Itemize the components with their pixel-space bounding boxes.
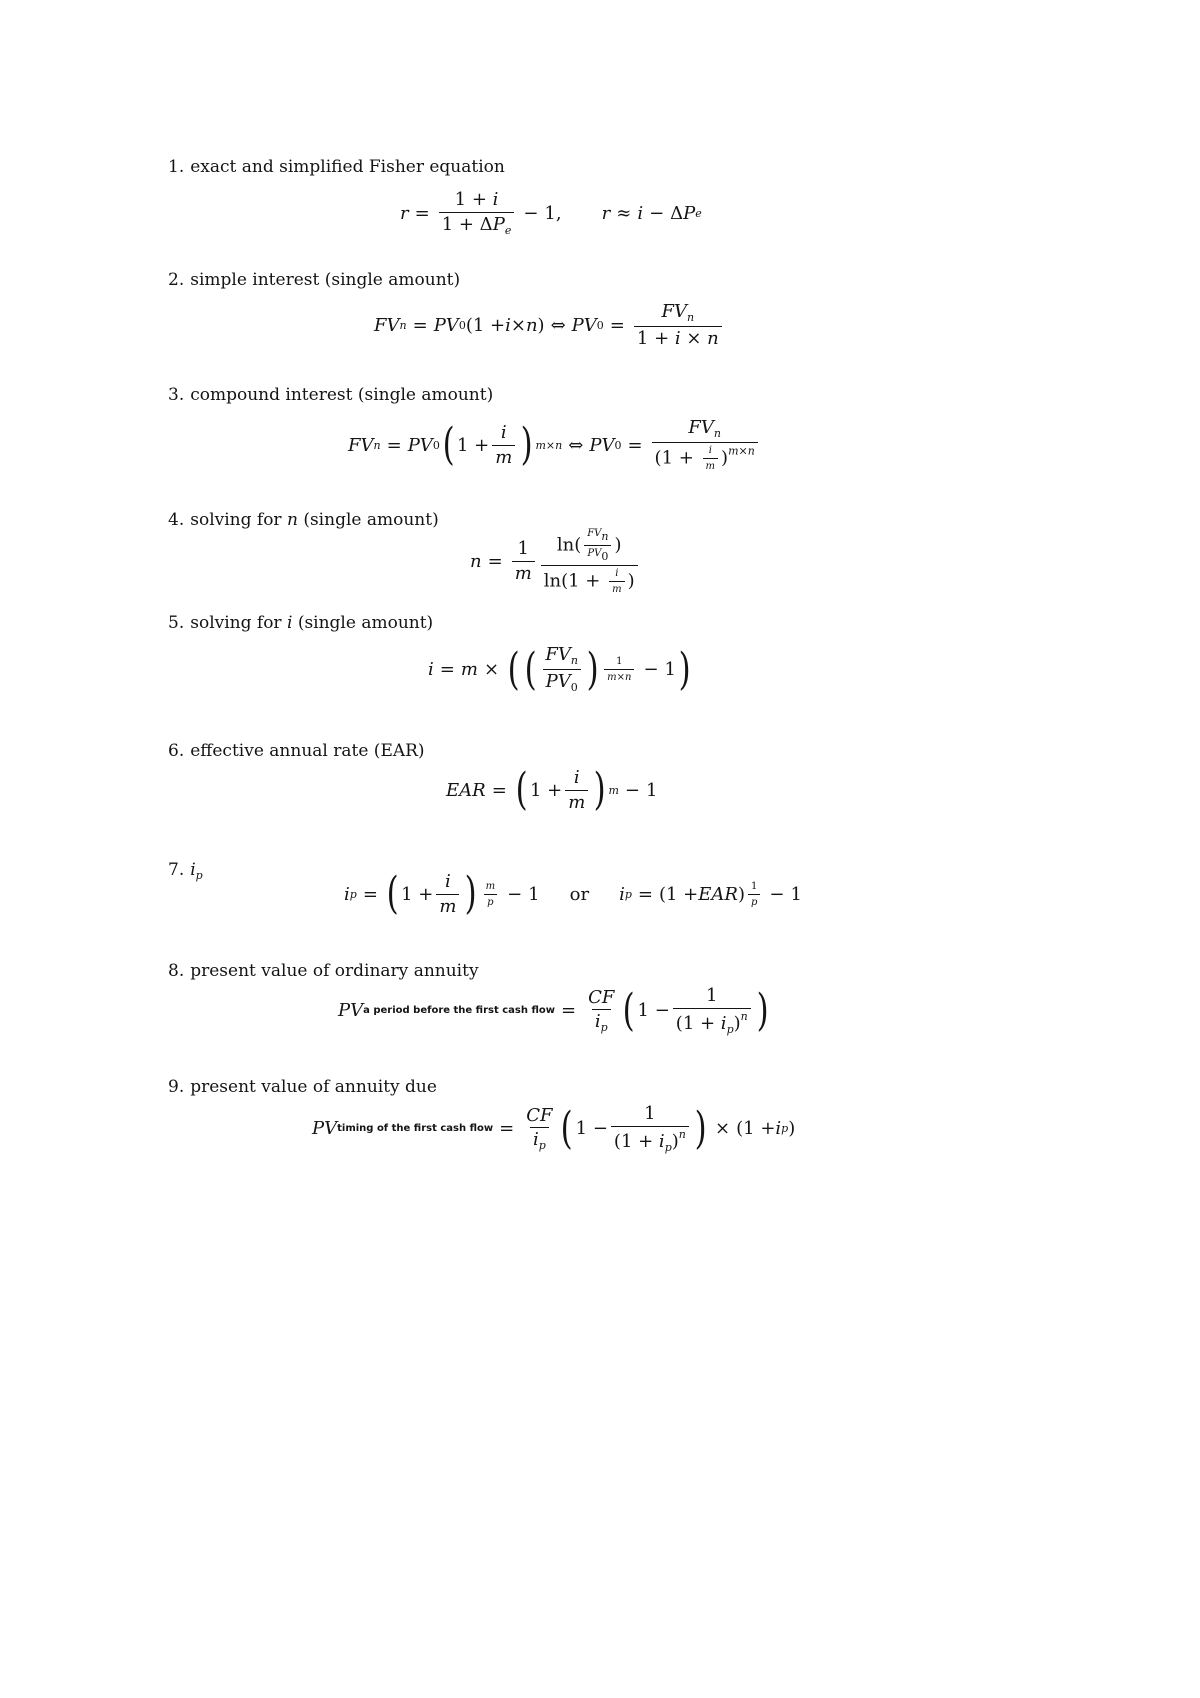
heading-text: (single amount) <box>303 510 439 530</box>
heading-text: exact and simplified Fisher equation <box>190 157 505 177</box>
heading-number: 1. <box>168 157 185 177</box>
formula-solve-i: i = m × ( ( $\frac{FV_n}{PV_0}$ ) $\frac{1}{m\times n}$ − 1 ) <box>428 643 691 695</box>
formula-ordinary-annuity: PV a period before the first cash flow = $\frac{CF}{i_p}$ ( 1 − $\frac{1}{(1 + i_p)^n}$ ) <box>338 984 769 1036</box>
or-label: or <box>569 883 590 905</box>
heading-ordinary-annuity <box>168 961 479 981</box>
heading-ip <box>168 860 203 886</box>
formula-simple-interest: FV n = PV 0 (1 + i × n ) ⇔ PV 0 = $\frac{FV_n}{1 + i \times n}$ <box>374 302 725 349</box>
heading-variable: i <box>286 613 293 633</box>
heading-annuity-due <box>168 1077 437 1097</box>
heading-text: solving for <box>190 613 282 633</box>
formula-ear: EAR = ( 1 + $\frac{i}{m}$ ) m − 1 <box>446 764 658 816</box>
formula-compound-interest: FV n = PV 0 ( 1 + $\frac{i}{m}$ ) m×n ⇔ PV 0 = $FV_n$ (1 + $\frac{i}{m}$ )$^{m\times n}$ <box>348 418 761 472</box>
formula-fisher: r = $\frac{1 + i}{1 + \Delta P_e}$ − 1, r ≈ i − Δ P e <box>400 189 702 237</box>
heading-text: present value of ordinary annuity <box>190 961 479 981</box>
formula-ip: i p = ( 1 + $\frac{i}{m}$ ) $\frac{m}{p}$ − 1 or i p = (1 + EAR ) $\frac{1}{p}$ − 1 <box>344 868 802 920</box>
heading-compound-interest <box>168 385 493 405</box>
heading-ear <box>168 741 425 761</box>
heading-number: 8. <box>168 961 185 981</box>
heading-number: 3. <box>168 385 185 405</box>
heading-solve-i <box>168 613 433 633</box>
heading-text: present value of annuity due <box>190 1077 437 1097</box>
heading-text: (single amount) <box>297 613 434 633</box>
heading-text: simple interest (single amount) <box>190 270 461 290</box>
subscript-ordinary: a period before the first cash flow <box>363 1005 555 1017</box>
heading-number: 7. <box>168 860 185 880</box>
heading-number: 2. <box>168 270 185 290</box>
heading-subscript: p <box>195 869 203 882</box>
heading-variable: n <box>286 510 298 530</box>
heading-number: 4. <box>168 510 185 530</box>
heading-text: compound interest (single amount) <box>190 385 494 405</box>
formula-annuity-due: PV timing of the first cash flow = $\frac{CF}{i_p}$ ( 1 − $\frac{1}{(1 + i_p)^n}$ ) × (1 + i p ) <box>312 1102 796 1154</box>
heading-simple-interest <box>168 270 460 290</box>
heading-number: 5. <box>168 613 185 633</box>
heading-fisher <box>168 157 505 177</box>
heading-variable: i <box>190 860 196 880</box>
heading-text: effective annual rate (EAR) <box>190 741 425 761</box>
heading-number: 9. <box>168 1077 185 1097</box>
heading-text: solving for <box>190 510 282 530</box>
heading-number: 6. <box>168 741 185 761</box>
heading-solve-n <box>168 510 439 530</box>
subscript-due: timing of the first cash flow <box>337 1123 494 1135</box>
formula-solve-n: n = $\frac{1}{m}$ ln( $\frac{FV_n}{PV_0}$ ) ln(1 + $\frac{i}{m}$ ) <box>470 528 641 595</box>
